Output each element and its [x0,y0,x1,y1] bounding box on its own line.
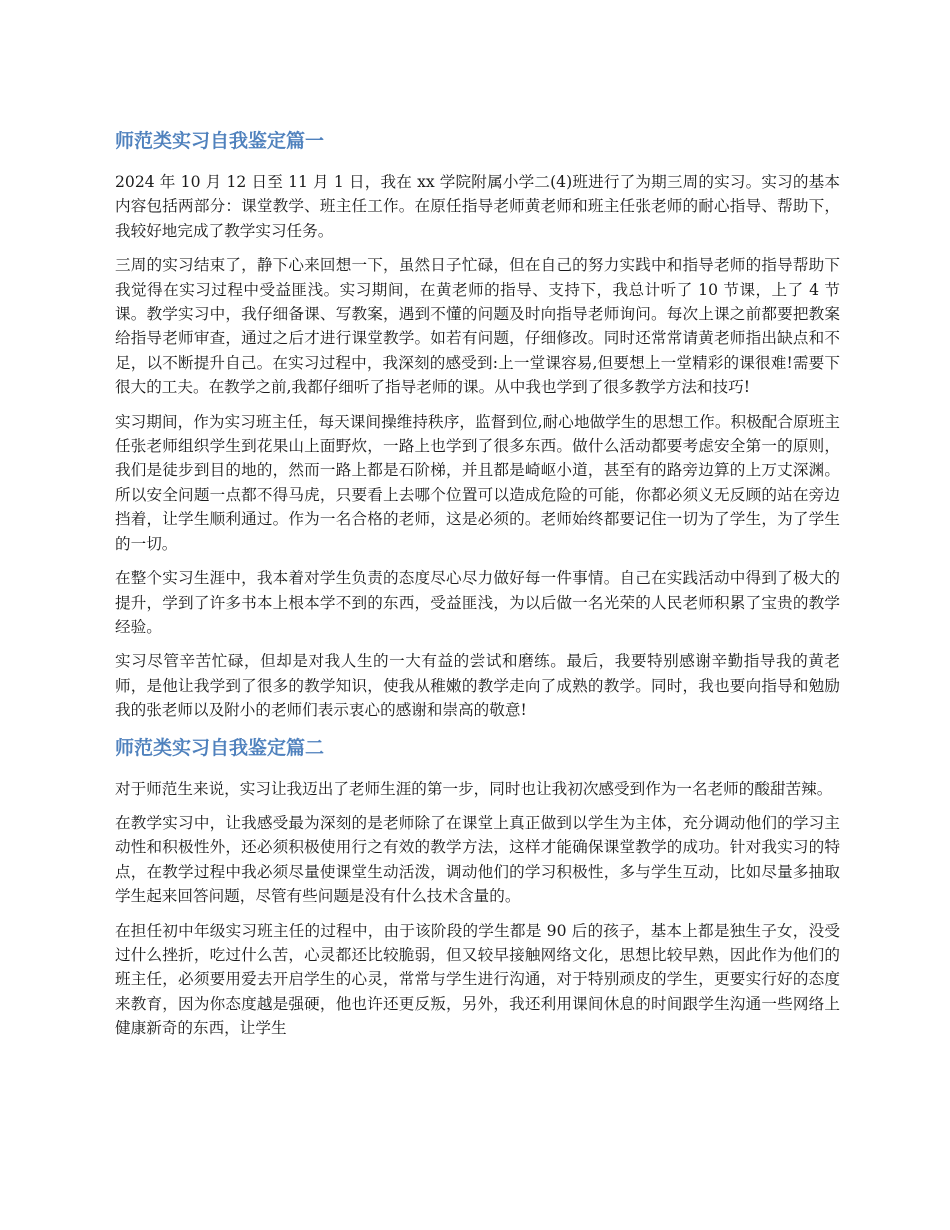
paragraph: 2024 年 10 月 12 日至 11 月 1 日，我在 xx 学院附属小学二(4)班进行了为期三周的实习。实习的基本内容包括两部分：课堂教学、班主任工作。在原任指导老师黄老师和班主任张老师的耐心指导、帮助下，我较好地完成了教学实习任务。 [115,173,840,240]
section-title-2: 师范类实习自我鉴定篇二 [115,736,325,759]
paragraph: 实习尽管辛苦忙碌，但却是对我人生的一大有益的尝试和磨练。最后，我要特别感谢辛勤指导我的黄老师，是他让我学到了很多的教学知识，使我从稚嫩的教学走向了成熟的教学。同时，我也要向指导和勉励我的张老师以及附小的老师们表示衷心的感谢和崇高的敬意! [115,652,840,720]
paragraph: 对于师范生来说，实习让我迈出了老师生涯的第一步，同时也让我初次感受到作为一名老师的酸甜苦辣。 [115,779,833,798]
paragraph: 在教学实习中，让我感受最为深刻的是老师除了在课堂上真正做到以学生为主体，充分调动他们的学习主动性和积极性外，还必须积极使用行之有效的教学方法，这样才能确保课堂教学的成功。针对我实习的特点，在教学过程中我必须尽量使课堂生动活泼，调动他们的学习积极性，多与学生互动，比如尽量多抽取学生起来回答问题，尽管有些问题是没有什么技术含量的。 [115,813,840,906]
paragraph: 在担任初中年级实习班主任的过程中，由于该阶段的学生都是 90 后的孩子，基本上都是独生子女，没受过什么挫折，吃过什么苦，心灵都还比较脆弱，但又较早接触网络文化，思想比较早熟，因此作为他们的班主任，必须要用爱去开启学生的心灵，常常与学生进行沟通，对于特别顽皮的学生，更要实行好的态度来教育，因为你态度越是强硬，他也许还更反叛，另外，我还利用课间休息的时间跟学生沟通一些网络上健康新奇的东西，让学生 [115,921,840,1038]
section-title-1: 师范类实习自我鉴定篇一 [115,130,325,152]
paragraph: 实习期间，作为实习班主任，每天课间操维持秩序，监督到位,耐心地做学生的思想工作。积极配合原班主任张老师组织学生到花果山上面野炊，一路上也学到了很多东西。做什么活动都要考虑安全第一的原则，我们是徒步到目的地的，然而一路上都是石阶梯，并且都是崎岖小道，甚至有的路旁边算的上万丈深渊。所以安全问题一点都不得马虎，只要看上去哪个位置可以造成危险的可能，你都必须义无反顾的站在旁边挡着，让学生顺利通过。作为一名合格的老师，这是必须的。老师始终都要记住一切为了学生，为了学生的一切。 [115,412,840,553]
document-content [115,126,840,1051]
paragraph: 三周的实习结束了，静下心来回想一下，虽然日子忙碌，但在自己的努力实践中和指导老师的指导帮助下我觉得在实习过程中受益匪浅。实习期间，在黄老师的指导、支持下，我总计听了 10 节课，上了 4 节课。教学实习中，我仔细备课、写教案，遇到不懂的问题及时向指导老师询问。每次上课之前都要把教案给指导老师审查，通过之后才进行课堂教学。如若有问题，仔细修改。同时还常常请黄老师指出缺点和不足，以不断提升自己。在实习过程中，我深刻的感受到:上一堂课容易,但要想上一堂精彩的课很难!需要下很大的工夫。在教学之前,我都仔细听了指导老师的课。从中我也学到了很多教学方法和技巧! [115,256,840,397]
paragraph: 在整个实习生涯中，我本着对学生负责的态度尽心尽力做好每一件事情。自己在实践活动中得到了极大的提升，学到了许多书本上根本学不到的东西，受益匪浅，为以后做一名光荣的人民老师积累了宝贵的教学经验。 [115,569,840,636]
